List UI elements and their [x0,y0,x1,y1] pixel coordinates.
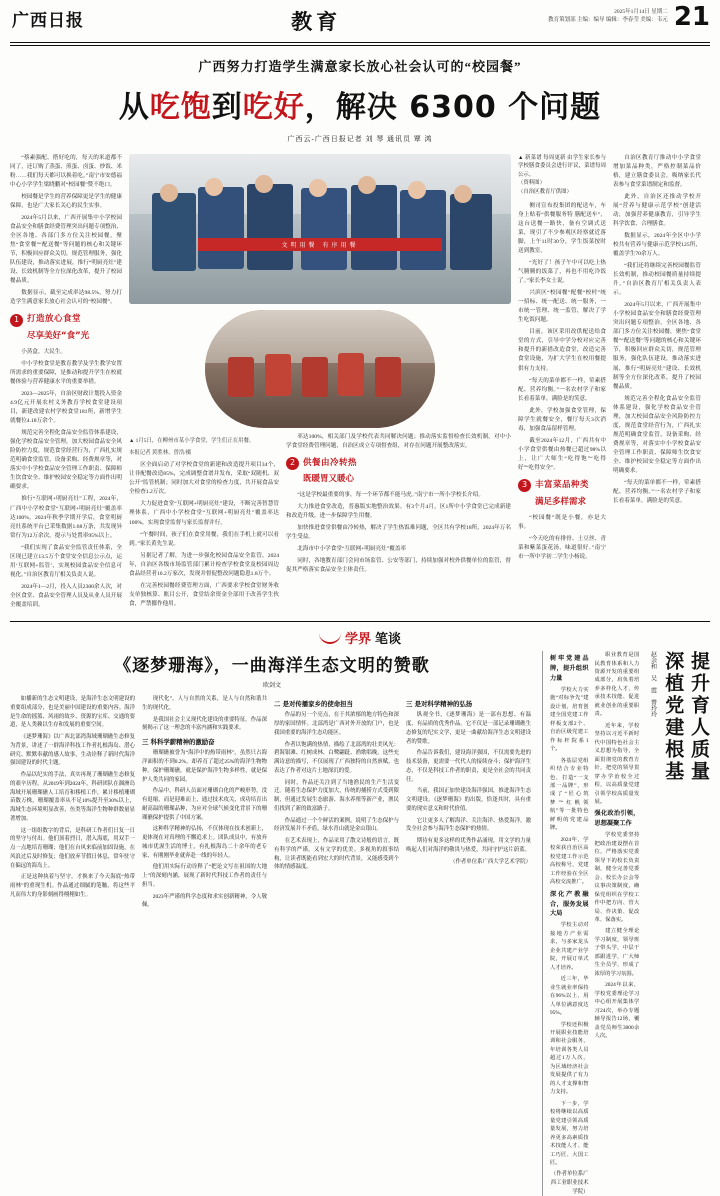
editor-credits: 教育策划部 主编：编导 编辑：李春莹 美编：韦元 [548,17,668,24]
paragraph: 他们用实际行动诠释了“把论文写在祖国的大地上”的深刻内涵，展现了新时代科技工作者的责任与担当。 [142,864,267,888]
section-number-icon: 3 [518,479,531,492]
brand-black-text: 笔谈 [375,632,402,648]
right-article-title [661,651,685,881]
paragraph: 此外，学校加强食堂管理，保障学生就餐安全，餐厅每天3次消毒，加强食品留样管理。 [518,407,606,432]
essay-subheading: 三 是对科学精神的弘扬 [406,700,473,709]
paragraph: 数据显示，2024年全区中小学校共有营养与健康示范学校125所，覆盖学生70余万人。 [613,232,701,257]
paragraph: 作者以饱满的热情，描绘了北部湾的壮美风光：碧海银滩、红树成林、白鹭翩跹、渔歌唱晚。这些充满诗意的描写，不仅展现了广西独特的自然禀赋，也表达了作者对这片土地深沉的爱。 [274,741,399,774]
paragraph: 作品告诉我们，建设海洋强国，不仅需要先进的技术装备，更需要一代代人的接续奋斗；保护海洋生态，不仅是科技工作者的职责，更是全社会的共同责任。 [406,750,531,783]
main-headline [10,82,710,126]
essay-column-1 [10,695,135,913]
headline-red-1: 吃饱 [149,89,212,125]
paragraph: “校园餐”既是小餐，亦是大事。 [518,514,606,530]
paragraph: 数据显示，截至完成率达98.5%，努力打造学生满意家长放心社会认可的“校园餐”。 [10,290,122,306]
paragraph: 率达100%，相关部门及学校代表共同解决问题；推动落实监督检查长效机制，对中小学食堂经费管理问题，自治区成立专项督查组，对存在问题开展整改落实。 [286,433,511,449]
right-article-title-2 [686,651,710,881]
section-subtitle: 尽享美好“食”光 [27,331,90,342]
headline-part-1: 从 [118,89,150,125]
paragraph: 这一组组数字的背后，是科研工作者们日复一日的坚守与付出。他们顶着烈日，潜入海底，用双手一点一点地培育珊瑚；他们在台风来临前加固设施，在风浪过后及时修复；他们放弃节假日休息，常年驻守在偏远的海岛上。 [10,827,135,869]
right-article [542,651,710,1196]
masthead [10,0,710,40]
lower-section [10,651,710,1196]
paragraph: 各基层党组织结合专业特色，打造“一支部一品牌”，形成了“匠心筑梦”“红帆领航”等一批特色鲜明的党建品牌。 [550,757,589,832]
article-column-1 [10,154,122,614]
paragraph: 自治区教育厅推动中小学食堂增加菜品种类，严格控制菜品价格，建立膳食委员会，吸纳家长代表参与食堂菜谱制定和监督。 [613,154,701,188]
right-title-line-1: 深植党建根基 [662,651,685,784]
essay-byline: 欧剑文 [262,683,281,690]
paragraph: 截至2024年12月，广西共有中小学食堂供餐由热餐已超过98%以上，让广大师生“吃得饱”“吃得好”“吃得安全”。 [518,437,606,471]
paragraph: 职业教育是国民教育体系和人力资源开发的重要组成部分，肩负着培养多样化人才、传承技术技能、促进就业创业的重要职责。 [594,652,640,718]
paragraph: 在完善校园餐经费管理方面，广西要求学校食堂财务收支单独核算、账目公开，食堂结余资金全部用于改善学生伙食，严禁挪作他用。 [129,582,279,607]
article-column-4 [518,154,606,614]
paragraph: 学校主动对接地方产业需求，与多家龙头企业共建产业学院，开展订单式人才培养。 [550,922,589,971]
paragraph: 作品中，科研人员面对珊瑚白化的严峻形势，没有退缩，而是迎难而上，通过技术攻关，成功培育出耐高温的珊瑚品种，为应对全球气候变化背景下的珊瑚礁保护提供了中国方案。 [142,788,267,821]
paragraph: 建立健全理论学习制度，领导班子带头学，中层干部跟进学，广大师生全员学，形成了浓厚的学习氛围。 [594,928,640,977]
paragraph: 目前，该区采用改供配送给食堂的方式，引导中学分校对应完善和提升的新措改造食堂，改造完善食堂设施，为扩大学生在校用餐提供有力支持。 [518,329,606,372]
essay-column-2 [142,695,267,913]
section-heading-1 [10,313,122,327]
paragraph: “每天的菜单都不一样，荤素搭配、营养均衡。”一名农村学子和家长看着菜单，满脸是的笑意。 [518,377,606,402]
paragraph: 规范完善全程化食品安全监管体系建设，强化学校食品安全管理，加大校园食品安全风险防控力度，规范食堂经营行为，广西扎实规范明确食堂监管，设备采购、经费规章等，对落实中小学校食品安全管理工作职责、保障师生饮食安全、维护校园安全稳定等方面作出明确要求。 [10,430,122,491]
essay-subheading: 三 科科学薪精神的激励奋 [142,738,215,747]
paragraph: 正是这种执着与坚守，才换来了今天海底“热带雨林”的重现生机。作品通过细腻的笔触，将这些平凡而伟大的身影刻画得栩栩如生。 [10,874,135,898]
paragraph: 纵观全书，《逐梦珊海》是一部有思想、有温度、有品质的优秀作品。它不仅是一部记录珊瑚礁生态修复的纪实文学，更是一曲献给海洋生态文明建设者的赞歌。 [406,712,531,745]
section-subtitle: 既暖胃又暖心 [303,474,355,485]
paragraph: 在艺术表现上，作品采用了散文诗般的语言，既有科学的严谨，又有文学的优美。多视角的叙事结构，让读者既能看到宏大的时代背景，又能感受到个体的情感温度。 [274,838,399,871]
paragraph: 下一步，学校将继续以高质量党建引领高质量发展，努力培养更多高素质技术技能人才、能工巧匠、大国工匠。 [550,1100,589,1167]
paragraph: “每天的菜单都不一样，荤素搭配、营养均衡。”一名农村学子和家长看着菜单，满脸是的笑意。 [613,480,701,505]
section-title: 教育 [291,10,342,34]
newspaper-logo: 广西日报 [12,11,84,31]
paragraph: “今天吃的有排骨、土豆丝、青菜和紫菜蛋花汤，味道很好。”南宁市一所中学初二学生小杨说。 [518,535,606,560]
essay-credit: （作者单位系广西大学艺术学院） [450,858,531,865]
article-column-5 [613,154,701,614]
swoosh-icon [319,632,341,644]
right-title-block [645,651,710,1196]
paragraph: 此外，自治区还推动学校开展“营养与健康示范学校”创建活动，加强营养健康教育，引导学生科学饮食、合理膳食。 [613,193,701,227]
paragraph: 学校党委坚持把政治建设摆在首位，严格落实党委领导下的校长负责制，健全完善党委会、校长办公会等议事决策制度，确保党组织在学校工作中把方向、管大局、作决策、促改革、保落实。 [594,832,640,924]
essay-column-4 [406,695,531,913]
side-note-line: ▲ 新菜谱 每周更新 由学生家长参与学校膳食委员会进行评议，菜谱每周公示。 [518,154,606,178]
paragraph: 近三年，毕业生就业率保持在96%以上，用人单位满意度达95%。 [550,976,589,1017]
section-number-icon: 2 [286,457,299,470]
headline-red-2: 吃好 [242,89,305,125]
paragraph: 小蒸盒，大民生。 [21,348,66,355]
section-heading-2 [286,457,511,471]
essay-article [10,651,534,1196]
paragraph: 2024年，学校荣获自治区高校党建工作示范高校称号，党建工作经验在全区高校交流推广。 [550,836,589,886]
paragraph: 同时，各地教育部门会同市场监管、公安等部门，持续加强对校外供餐单位的监管，督促其严格落实食品安全主体责任。 [286,558,511,574]
paragraph: 兴滨区“校园餐”配餐“校村”统一招标、统一配送、统一服务，一市统一管理、统一监管，解决了学生吃饭问题。 [518,290,606,324]
paragraph: 中小学校食堂是教育教学及学生教学安置所需求的重要保障，是推动和提升学生在校就餐体验与营养健康水平的重要举措。 [10,360,122,385]
masthead-rule [10,42,710,43]
paragraph: 这种科学精神的弘扬，不仅体现在技术创新上，更体现在对真理的不懈追求上。团队成员中，有放弃城市优渥生活的博士，有扎根海岛二十余年的老专家，有刚刚毕业就奔赴一线的年轻人。 [142,826,267,859]
paragraph: 珊瑚礁被誉为“海洋中的热带雨林”，虽然只占海洋面积的不到0.2%，却养育了超过25%的海洋生物物种。保护珊瑚礁，就是保护海洋生物多样性，就是保护人类共同的家园。 [142,750,267,783]
paragraph: 大力促进食堂“互联网+明厨亮灶”建设，不断完善智慧管理体系，广西中小学校食堂“互联网+明厨亮灶”覆盖率达100%，实现食堂监督与家长监督并行。 [129,501,279,526]
paragraph: 现代化”，人与自然的关系，是人与自然和谐共生的现代化。 [142,696,267,711]
paragraph: 期待有更多这样的优秀作品涌现，用文学的力量唤起人们对海洋的敬畏与热爱，共同守护这片蔚蓝。 [406,838,531,853]
paragraph: 学校还积极开展职业技能培训和社会服务，年培训各类人员超过1万人次，为区域经济社会发展提供了有力的人才支撑和智力支持。 [550,1021,589,1096]
right-subheading: 强化政治引领，思想凝聚工作 [594,810,640,828]
paragraph: 当前，我国正加快建设海洋强国，推进海洋生态文明建设。《逐梦珊海》的出版，恰逢其时，具有重要的现实意义和时代价值。 [406,788,531,812]
paragraph: 另据记者了解，为进一步强化校园食品安全监管，2024年，自治区各级市场监管部门累计检查学校食堂及校园周边食品经营者10.2万家次，发现并督促整改问题隐患1.8万个。 [129,552,279,577]
lead-article-columns [10,154,710,614]
section-title-text: 打造放心食堂 [27,314,82,325]
section-title-wrap [84,6,548,36]
photo-credit: 本报记者 黄胜林、曾浩/摄 [129,449,192,456]
right-subheading: 树牢党建品牌，提升组织力量 [550,655,589,682]
publish-date: 2025年1月14日 星期二 [614,9,668,15]
paragraph: 2024年5月以来，广西开展集中小学校园食品安全和膳食经费管理突出问题专项整治，全区各地、各部门多方位关注校园餐，聚焦“食堂餐”“配送餐”等问题的核心和关键环节，积极回应群众关切，规范管理服务，强化队伍建设，推动落实进展，推行“明厨亮灶”建设、长效机制等全方位深化改革，提升了校园餐品质。 [10,214,122,285]
paragraph: 作品以纪实的手法，真实再现了珊瑚礁生态修复的艰辛历程。从2019年到2024年，科研团队在涠洲岛海域开展珊瑚礁人工培育和移植工作，累计移植珊瑚苗数万株，珊瑚覆盖率从不足10%提升至30%以上，海域生态环境明显改善，鱼类等海洋生物种群数量显著增加。 [10,772,135,822]
essay-subheading: 二 是对传播家乡的使命担当 [274,700,353,709]
right-article-authors: 赵余和 吴 霞 曾玲玲 [649,651,656,718]
section-number-icon: 1 [10,314,23,327]
essay-title: 《逐梦珊海》，一曲海洋生态文明的赞歌 [114,656,430,677]
photo-banner-text: 文明用餐 有序用餐 [198,238,443,251]
side-note [518,154,606,197]
paragraph: 近年来，学校坚持以习近平新时代中国特色社会主义思想为指导，全面贯彻党的教育方针，把党的领导贯穿办学治校全过程，以高质量党建引领学校高质量发展。 [594,722,640,806]
shoulder-headline: 广西努力打造学生满意家长放心社会认可的“校园餐” [198,58,522,74]
essay-column-3 [274,695,399,913]
paragraph: 侧司宣布投集团的配送车，车身上贴着“供餐服务特 膳配送车”，这台送餐一路快，备有空调式送菜，现引了不少参观区经察就近落脚，上午11时30分，学生饭菜按时送到教室。 [518,202,606,254]
paragraph: “光好了！孩子午中可以吃上热气腾腾的饭菜了，再也不用吃冷饭了。”家长李女士说。 [518,259,606,285]
paragraph: 加快推进食堂供餐由冷转热，解决了学生热饭难问题，全区共有学校18所，2024年万名学生受益。 [286,525,511,541]
side-note-line: （自治区教育厅供图） [518,189,572,196]
column-brand [10,628,710,647]
paragraph: 作品通过一个个鲜活的案例，说明了生态保护与经济发展并不矛盾，绿水青山就是金山银山。 [274,817,399,833]
paragraph: 2023—2025年，自治区财政计划投入资金4.9亿元开展农村义务教育学校食堂建设项目，新建改建农村学校食堂181所，新增学生就餐位4.18万余个。 [10,390,122,425]
section-subtitle: 满足多样需求 [535,496,587,507]
paragraph: 2024年以来，学校党委理论学习中心组开展集体学习24次，举办专题辅导报告12场，覆盖党员师生3000余人次。 [594,982,640,1040]
article-column-2 [129,461,279,609]
essay-columns [10,695,534,913]
section-title-text: 丰富菜品种类 [535,480,590,491]
paragraph: 规范完善全程化食品安全监管体系建设，强化学校食品安全管理，加大校园食品安全风险防控力度，规范食堂经营行为，广西扎实规范明确食堂监管，设备采购、经费规章等，对落实中小学校食品安全管理工作职责、保障师生饮食安全、维护校园安全稳定等方面作出明确要求。 [613,395,701,475]
article-center-block [129,154,511,614]
paragraph: 2023年严谨的科学态度和求实创新精神，令人敬佩。 [142,893,267,909]
lead-headline-block [10,46,710,148]
paragraph: “午餐时间，孩子们在食堂用餐，我们在手机上就可以看到。”家长黄先生说。 [129,531,279,547]
paragraph: 同时，作品还关注到了当地渔民的生产生活变迁。随着生态保护力度加大，传统的捕捞方式受到限制，但通过发展生态旅游、海水养殖等新产业，渔民们找到了新的致富路子。 [274,779,399,812]
photo-caption-block [129,433,279,612]
paragraph: 区全面启动了对学校食堂的新建和改造提升项目34个，让非配餐改造85%，完成调整食谱并发布，采取“双随机、双公开”监管机制；同时加大对食堂的检查力度，共开展食品安全检查1.2万次。 [129,462,279,496]
paragraph: 大力推进食堂改造，普惠版实地整治效果。有3个月4月，区1所中小学食堂已完成新建和改造升级，进一步保障学生用餐。 [286,504,511,520]
paragraph: “这是学校最重要的事，每一个环节都不能马虎。”南宁市一所小学校长介绍。 [297,492,484,499]
headline-part-2: 到 [211,89,243,125]
paragraph: 是我国社会主义现代化建设的重要特征。作品深刻揭示了这一理念的丰富内涵和实践要求。 [142,716,267,732]
paragraph: 2024年1—2月，投入人员2300余人次，对全区食堂、食品安全管理人员及从业人员开展全覆盖培训。 [10,583,122,608]
paragraph: 北海市中小学食堂“互联网+明厨亮灶”覆盖率 [297,546,406,553]
center-lower [129,433,511,612]
masthead-meta [548,6,668,25]
right-article-column-1 [595,651,640,1196]
paragraph: 如播新的生态文明建设，是海洋生态文明建设的重要组成部分，也是美丽中国建设的重要内容。海洋是生命的摇篮、风雨的故乡、资源的宝库、交通的要道，是人类赖以生存和发展的重要空间。 [10,696,135,729]
article-column-3 [286,433,511,612]
paragraph: 2024年5月以来，广西开展集中小学校园食品安全和膳食经费管理突出问题专项整治，全区各地、各部门多方位关注校园餐，聚焦“食堂餐”“配送餐”等问题的核心和关键环节，积极回应群众关切，规范管理服务，强化队伍建设，推动落实进展，推行“明厨亮灶”建设、长效机制等全方位深化改革，提升了校园餐品质。 [613,302,701,390]
paragraph: 校园餐是学生的营养保障更是学生的健康保障，也是广大家长关心的民生实事。 [10,193,122,209]
paragraph: 推行“互联网+明厨亮灶”工程，2024年，广西中小学校食堂“互联网+明厨亮灶”覆盖率达100%，2024年秋季学期开学后，食堂明厨亮灶系统平台已采集数据1.68万条，共发现异常行为12万余次，提示与处置率95%以上。 [10,496,122,539]
photo-caption: ▲ 1月5日，在柳州市某小学食堂，学生们正在用餐。 [129,437,255,444]
lead-byline: 广西云-广西日报记者 刘 琴 通讯员 覃 鸿 [287,134,433,143]
paragraph: 学校大力实施“对标争先”建设计划，培育创建全国党建工作样板支部2个、自治区级党建工作标杆院系1个。 [550,686,589,753]
paragraph: 作品的另一个亮点，在于其浓郁的地方特色和深厚的家国情怀。北部湾是广西对外开放的门户，也是我国重要的海洋生态功能区。 [274,712,399,736]
section-heading-3 [518,479,606,493]
right-title-line-2: 提升育人质量 [688,651,710,784]
paragraph: 它让更多人了解海洋、关注海洋、热爱海洋，激发全社会参与海洋生态保护的热情。 [406,817,531,833]
right-article-credit: （作者单位系广西工业职业技术学院） [550,1171,589,1195]
side-note-line: （资料图） [518,180,545,187]
paragraph: “我们还将继续完善校园餐监管长效机制，推动校园餐质量持续提升。”自治区教育厅相关负责人表示。 [613,263,701,297]
masthead-right [548,2,710,32]
right-subheading: 深化产教融合，服务发展大局 [550,890,589,918]
cafeteria-photo-round [205,310,435,428]
paragraph: 《逐梦珊海》以广西北部湾海域珊瑚礁生态修复为背景，讲述了一群海洋科技工作者扎根海岛、潜心研究、默默奉献的感人故事，生动诠释了新时代海洋强国建设的时代主题。 [10,734,135,767]
section-title-text: 供餐由冷转热 [303,457,358,468]
section-divider [10,621,710,622]
paragraph: “我们实现了食品安全监管责任体系，全区现已建立13.5万个食堂安全信息公示点，运用‘互联网+监管’，实现校园食品安全信息可视化。”自治区教育厅相关负责人说。 [10,544,122,578]
page-number: 21 [673,2,710,32]
right-article-column-2 [550,651,589,1196]
paragraph: “蔡素强配、搭好吃的，每天的米道都不同了，还订购了蒸蛋、煎蛋、卤蛋、炒饭、米粉……我们每天都可以换着吃。”南宁市安德福中心小学学生梁晓鹏对“校园餐”赞不绝口。 [10,154,122,188]
cafeteria-photo [129,154,511,304]
headline-part-3: ，解决 6300 个问题 [304,89,602,125]
brand-red-text: 学界 [344,632,371,648]
